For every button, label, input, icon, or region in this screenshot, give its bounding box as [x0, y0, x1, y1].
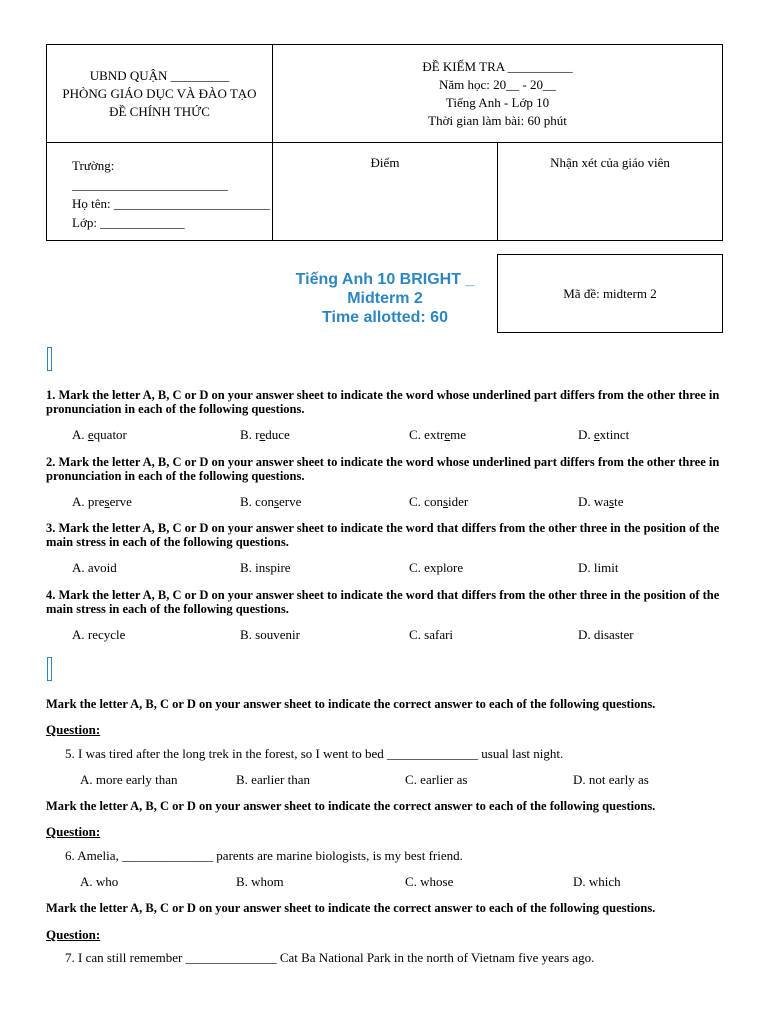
q4-option-b[interactable]: B. souvenir: [240, 627, 300, 642]
school-year-line: Năm học: 20__ - 20__: [439, 77, 556, 92]
department-line: PHÒNG GIÁO DỤC VÀ ĐÀO TẠO: [62, 86, 257, 101]
header-left-cell: [46, 44, 273, 143]
q6-option-b[interactable]: B. whom: [236, 874, 284, 889]
q2-option-c[interactable]: C. consider: [409, 494, 469, 509]
question-label-5: Question:: [46, 722, 101, 737]
q3-option-c[interactable]: C. explore: [409, 560, 464, 575]
exam-title: [270, 270, 500, 327]
class-field: Lớp: _____________: [72, 215, 185, 230]
q1-option-d[interactable]: D. extinct: [578, 427, 630, 442]
section-marker-2: [47, 657, 52, 681]
q5-option-b[interactable]: B. earlier than: [236, 772, 310, 787]
school-blank: ________________________: [72, 177, 228, 192]
student-info-cell: [46, 142, 273, 241]
question-label-7: Question:: [46, 927, 101, 942]
title-line-1: Tiếng Anh 10 BRIGHT _: [295, 271, 475, 288]
question-5-text: 5. I was tired after the long trek in the forest, so I went to bed ______________ usual last night.: [65, 746, 564, 761]
q2-option-b[interactable]: B. conserve: [240, 494, 302, 509]
section2-instruction-7: Mark the letter A, B, C or D on your answer sheet to indicate the correct answer to each of the following questions.: [46, 901, 656, 915]
title-line-2: Midterm 2: [347, 290, 423, 307]
subject-line: Tiếng Anh - Lớp 10: [445, 95, 550, 110]
question-label-6: Question:: [46, 824, 101, 839]
official-line: ĐỀ CHÍNH THỨC: [109, 104, 210, 119]
q2-option-a[interactable]: A. preserve: [72, 494, 132, 509]
header-right-cell: [272, 44, 723, 143]
teacher-comment-cell: [497, 142, 723, 241]
q5-option-d[interactable]: D. not early as: [573, 772, 649, 787]
q1-option-c[interactable]: C. extreme: [409, 427, 467, 442]
title-line-3: Time allotted: 60: [322, 309, 448, 326]
q1-option-a[interactable]: A. equator: [72, 427, 127, 442]
q4-option-d[interactable]: D. disaster: [578, 627, 634, 642]
school-field: Trường:: [72, 158, 115, 173]
q6-option-c[interactable]: C. whose: [405, 874, 454, 889]
q4-option-a[interactable]: A. recycle: [72, 627, 126, 642]
q6-option-a[interactable]: A. who: [80, 874, 119, 889]
section2-instruction-6: Mark the letter A, B, C or D on your answer sheet to indicate the correct answer to each of the following questions.: [46, 799, 656, 813]
exam-code-box: [497, 254, 723, 333]
score-cell: [272, 142, 498, 241]
question-1-instruction: 1. Mark the letter A, B, C or D on your answer sheet to indicate the word whose underlined part differs from the other three in pronunciation in each of the following questions.: [46, 388, 720, 416]
q3-option-a[interactable]: A. avoid: [72, 560, 117, 575]
score-label: Điểm: [370, 155, 400, 170]
question-4-instruction: 4. Mark the letter A, B, C or D on your answer sheet to indicate the word that differs from the other three in the position of the main stress in each of the following questions.: [46, 588, 720, 616]
q5-option-c[interactable]: C. earlier as: [405, 772, 468, 787]
question-7-text: 7. I can still remember ______________ Cat Ba National Park in the north of Vietnam five years ago.: [65, 950, 595, 965]
q4-option-c[interactable]: C. safari: [409, 627, 454, 642]
exam-code: Mã đề: midterm 2: [563, 286, 657, 301]
time-line: Thời gian làm bài: 60 phút: [428, 113, 567, 128]
section2-instruction-5: Mark the letter A, B, C or D on your answer sheet to indicate the correct answer to each of the following questions.: [46, 697, 656, 711]
q2-option-d[interactable]: D. waste: [578, 494, 624, 509]
exam-title-line: ĐỀ KIỂM TRA __________: [422, 59, 573, 74]
q5-option-a[interactable]: A. more early than: [80, 772, 178, 787]
question-2-instruction: 2. Mark the letter A, B, C or D on your answer sheet to indicate the word whose underlined part differs from the other three in pronunciation in each of the following questions.: [46, 455, 720, 483]
section-marker-1: [47, 347, 52, 371]
question-3-instruction: 3. Mark the letter A, B, C or D on your answer sheet to indicate the word that differs from the other three in the position of the main stress in each of the following questions.: [46, 521, 720, 549]
q6-option-d[interactable]: D. which: [573, 874, 621, 889]
q3-option-d[interactable]: D. limit: [578, 560, 619, 575]
q3-option-b[interactable]: B. inspire: [240, 560, 291, 575]
question-6-text: 6. Amelia, ______________ parents are marine biologists, is my best friend.: [65, 848, 463, 863]
name-field: Họ tên: ________________________: [72, 196, 270, 211]
district-line: UBND QUẬN _________: [89, 68, 230, 83]
teacher-comment-label: Nhận xét của giáo viên: [550, 155, 670, 170]
q1-option-b[interactable]: B. reduce: [240, 427, 290, 442]
